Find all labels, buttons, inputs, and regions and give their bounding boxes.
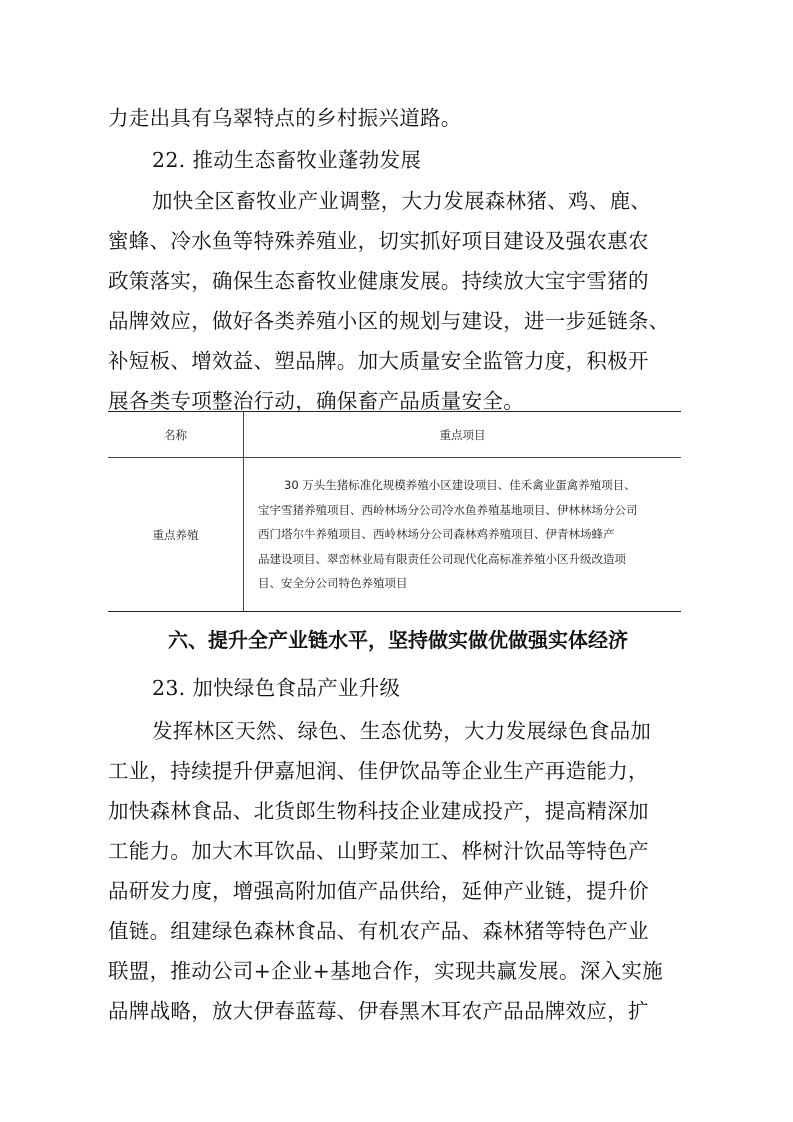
paragraph-line: 品研发力度，增强高附加值产品供给，延伸产业链，提升价 bbox=[108, 879, 649, 903]
project-line: 30 万头生猪标准化规模养殖小区建设项目、佳禾禽业蛋禽养殖项目、 bbox=[284, 478, 636, 493]
paragraph-line: 发挥林区天然、绿色、生态优势，大力发展绿色食品加 bbox=[152, 719, 652, 743]
paragraph-line: 展各类专项整治行动，确保畜产品质量安全。 bbox=[108, 389, 524, 413]
table-header-name: 名称 bbox=[108, 412, 244, 458]
table-cell-category: 重点养殖 bbox=[108, 458, 244, 612]
paragraph-line: 加快森林食品、北货郎生物科技企业建成投产，提高精深加 bbox=[108, 799, 649, 823]
table-header-row bbox=[108, 412, 681, 458]
chapter-heading-six: 六、提升全产业链水平，坚持做实做优做强实体经济 bbox=[168, 628, 628, 652]
paragraph-line: 加快全区畜牧业产业调整，大力发展森林猪、鸡、鹿、 bbox=[152, 189, 652, 213]
paragraph-line: 补短板、增效益、塑品牌。加大质量安全监管力度，积极开 bbox=[108, 349, 649, 373]
key-projects-table bbox=[108, 411, 681, 612]
paragraph-line: 工业，持续提升伊嘉旭润、佳伊饮品等企业生产再造能力， bbox=[108, 759, 649, 783]
project-line: 目、安全分公司特色养殖项目 bbox=[258, 576, 408, 591]
paragraph-line: 工能力。加大木耳饮品、山野菜加工、桦树汁饮品等特色产 bbox=[108, 839, 649, 863]
paragraph-line: 品牌效应，做好各类养殖小区的规划与建设，进一步延链条、 bbox=[108, 309, 670, 333]
paragraph-line: 品牌战略，放大伊春蓝莓、伊春黑木耳农产品品牌效应，扩 bbox=[108, 999, 649, 1023]
section-heading-22: 22. 推动生态畜牧业蓬勃发展 bbox=[152, 148, 422, 172]
table-row bbox=[108, 458, 681, 612]
paragraph-line: 值链。组建绿色森林食品、有机农产品、森林猪等特色产业 bbox=[108, 919, 649, 943]
paragraph-line: 联盟，推动公司+企业+基地合作，实现共赢发展。深入实施 bbox=[108, 959, 663, 983]
table-header-projects: 重点项目 bbox=[244, 412, 682, 458]
project-line: 宝宇雪猪养殖项目、西岭林场分公司冷水鱼养殖基地项目、伊林林场分公司 bbox=[258, 502, 638, 517]
section-heading-23: 23. 加快绿色食品产业升级 bbox=[152, 676, 401, 700]
paragraph-continuation: 力走出具有乌翠特点的乡村振兴道路。 bbox=[108, 106, 462, 130]
paragraph-line: 蜜蜂、冷水鱼等特殊养殖业，切实抓好项目建设及强农惠农 bbox=[108, 229, 649, 253]
table-cell-projects bbox=[244, 458, 682, 612]
project-line: 西门塔尔牛养殖项目、西岭林场分公司森林鸡养殖项目、伊青林场蜂产 bbox=[258, 527, 615, 542]
paragraph-line: 政策落实，确保生态畜牧业健康发展。持续放大宝宇雪猪的 bbox=[108, 269, 649, 293]
project-line: 品建设项目、翠峦林业局有限责任公司现代化高标准养殖小区升级改造项 bbox=[258, 551, 626, 566]
